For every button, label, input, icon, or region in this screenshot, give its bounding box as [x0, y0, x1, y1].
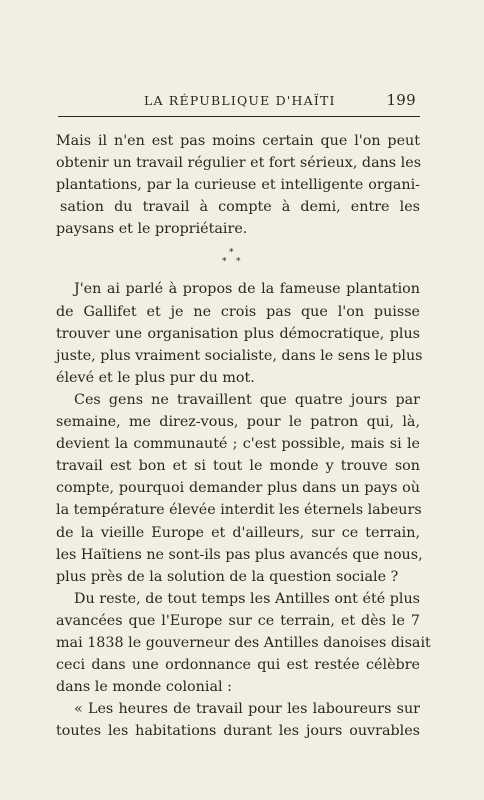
text-line: de la vieille Europe et d'ailleurs, sur ce terrain,: [56, 524, 420, 541]
page-body: [56, 130, 431, 742]
header-rule: [58, 116, 420, 117]
paragraph: [56, 130, 420, 240]
text-line: avancées que l'Europe sur ce terrain, et dès le 7: [56, 612, 420, 629]
text-line: élevé et le plus pur du mot.: [56, 369, 255, 386]
paragraph: [56, 278, 423, 388]
text-line: mai 1838 le gouverneur des Antilles danoises disait: [56, 634, 431, 651]
text-line: compte, pourquoi demander plus dans un pays où: [56, 480, 420, 497]
text-line: travail est bon et si tout le monde y trouve son: [56, 458, 420, 475]
text-line: Du reste, de tout temps les Antilles ont été plus: [74, 590, 420, 607]
paragraph: [56, 389, 423, 588]
page-header: [58, 93, 420, 113]
text-line: « Les heures de travail pour les laboureurs sur: [74, 701, 420, 718]
page-number: 199: [386, 91, 416, 109]
text-line: obtenir un travail régulier et fort sérieux, dans les: [56, 155, 422, 172]
text-line: dans le monde colonial :: [56, 679, 232, 696]
asterisk: *: [222, 257, 227, 268]
text-line: semaine, me direz-vous, pour le patron qui, là,: [56, 414, 420, 431]
text-line: Mais il n'en est pas moins certain que l'on peut: [56, 133, 420, 149]
section-break-asterism: [56, 240, 420, 278]
quoted-paragraph: [56, 698, 420, 742]
text-line: J'en ai parlé à propos de la fameuse plantation: [74, 281, 420, 298]
text-line: plantations, par la curieuse et intelligente organi-: [56, 177, 420, 194]
text-line: trouver une organisation plus démocratique, plus: [56, 325, 420, 342]
text-line: ceci dans une ordonnance qui est restée célèbre: [56, 657, 420, 674]
asterisk: *: [229, 248, 234, 259]
text-line: sation du travail à compte à demi, entre les: [60, 199, 420, 216]
text-line: Ces gens ne travaillent que quatre jours par: [74, 391, 420, 408]
text-line: plus près de la solution de la question sociale ?: [56, 568, 399, 585]
text-line: juste, plus vraiment socialiste, dans le sens le plus: [56, 347, 423, 364]
text-line: paysans et le propriétaire.: [56, 221, 248, 238]
running-title: LA RÉPUBLIQUE D'HAÏTI: [144, 93, 336, 108]
text-line: les Haïtiens ne sont-ils pas plus avancés que nous,: [56, 546, 423, 563]
asterisk: *: [236, 257, 241, 268]
text-line: toutes les habitations durant les jours ouvrables: [56, 723, 420, 740]
text-line: de Gallifet et je ne crois pas que l'on puisse: [56, 303, 420, 320]
text-line: la température élevée interdit les éternels labeurs: [56, 502, 422, 519]
paragraph: [56, 588, 431, 698]
text-line: devient la communauté ; c'est possible, mais si le: [56, 436, 420, 453]
